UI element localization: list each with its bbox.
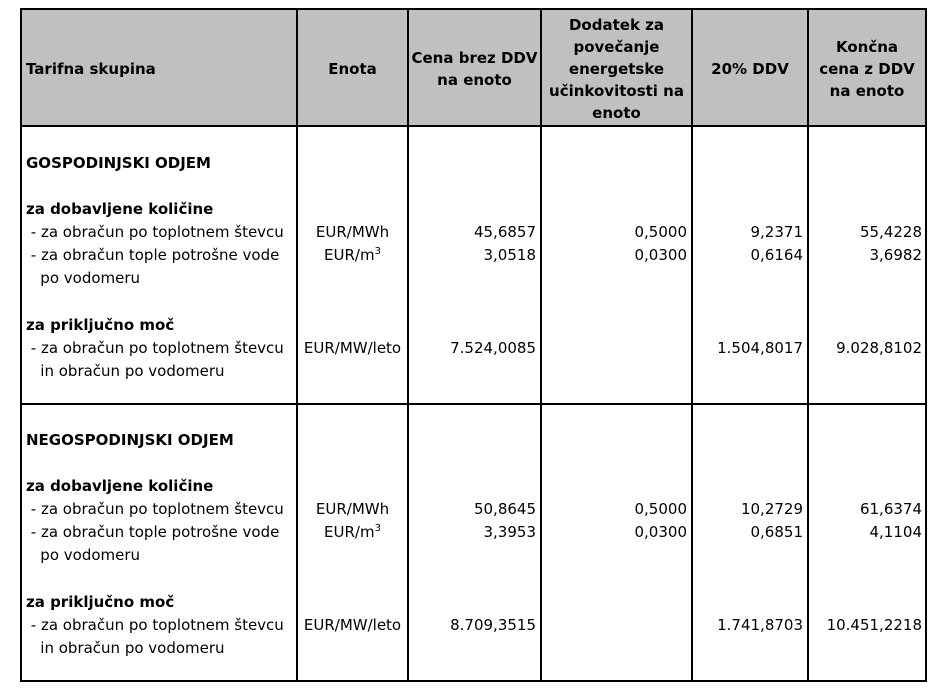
header-dodatek: Dodatek za povečanje energetske učinkovitosti na enoto	[549, 15, 684, 122]
final-cell: 9.028,8102	[836, 339, 922, 357]
subsection-quantities: za dobavljene količine	[26, 200, 214, 218]
header-tarifna-skupina: Tarifna skupina	[26, 59, 156, 78]
price-cell: 45,6857	[473, 223, 536, 241]
unit-cell: EUR/$m^3$	[324, 246, 381, 264]
row-label-heat-meter: - za obračun po toplotnem števcu	[26, 500, 284, 518]
final-cell: 61,6374	[859, 500, 922, 518]
row-label-hot-water-cont: po vodomeru	[26, 269, 141, 287]
header-enota: Enota	[328, 59, 377, 78]
vat-cell: 9,2371	[750, 223, 803, 241]
header-cena-brez-ddv: Cena brez DDV na enoto	[411, 48, 538, 89]
price-cell: 3,3953	[483, 523, 536, 541]
header-koncna-cena: Končna cena z DDV na enoto	[819, 37, 915, 100]
row-label-connection: - za obračun po toplotnem števcu	[26, 339, 284, 357]
unit-cell: EUR/MWh	[315, 223, 390, 241]
price-cell: 3,0518	[483, 246, 536, 264]
price-cell: 7.524,0085	[450, 339, 536, 357]
unit-cell: EUR/$m^3$	[324, 523, 381, 541]
final-cell: 4,1104	[869, 523, 922, 541]
unit-cell: EUR/MW/leto	[303, 339, 402, 357]
section-title-gospodinjski: GOSPODINJSKI ODJEM	[26, 154, 211, 172]
tariff-table	[20, 8, 927, 682]
vat-cell: 1.504,8017	[717, 339, 803, 357]
section-divider	[22, 403, 925, 405]
surcharge-cell: 0,5000	[634, 223, 687, 241]
row-label-hot-water: - za obračun tople potrošne vode	[26, 246, 280, 264]
surcharge-cell: 0,5000	[634, 500, 687, 518]
row-label-connection-cont: in obračun po vodomeru	[26, 639, 225, 657]
header-ddv: 20% DDV	[711, 59, 789, 78]
price-cell: 50,8645	[473, 500, 536, 518]
unit-cell: EUR/MW/leto	[303, 616, 402, 634]
subsection-connection: za priključno moč	[26, 316, 175, 334]
surcharge-cell: 0,0300	[634, 246, 687, 264]
row-label-hot-water-cont: po vodomeru	[26, 546, 141, 564]
row-label-connection-cont: in obračun po vodomeru	[26, 362, 225, 380]
row-label-hot-water: - za obračun tople potrošne vode	[26, 523, 280, 541]
surcharge-cell: 0,0300	[634, 523, 687, 541]
unit-cell: EUR/MWh	[315, 500, 390, 518]
vat-cell: 0,6851	[750, 523, 803, 541]
final-cell: 10.451,2218	[826, 616, 922, 634]
section-title-negospodinjski: NEGOSPODINJSKI ODJEM	[26, 431, 234, 449]
vat-cell: 10,2729	[740, 500, 803, 518]
row-label-heat-meter: - za obračun po toplotnem števcu	[26, 223, 284, 241]
price-cell: 8.709,3515	[450, 616, 536, 634]
vat-cell: 1.741,8703	[717, 616, 803, 634]
row-label-connection: - za obračun po toplotnem števcu	[26, 616, 284, 634]
subsection-quantities: za dobavljene količine	[26, 477, 214, 495]
vat-cell: 0,6164	[750, 246, 803, 264]
final-cell: 3,6982	[869, 246, 922, 264]
final-cell: 55,4228	[859, 223, 922, 241]
subsection-connection: za priključno moč	[26, 593, 175, 611]
